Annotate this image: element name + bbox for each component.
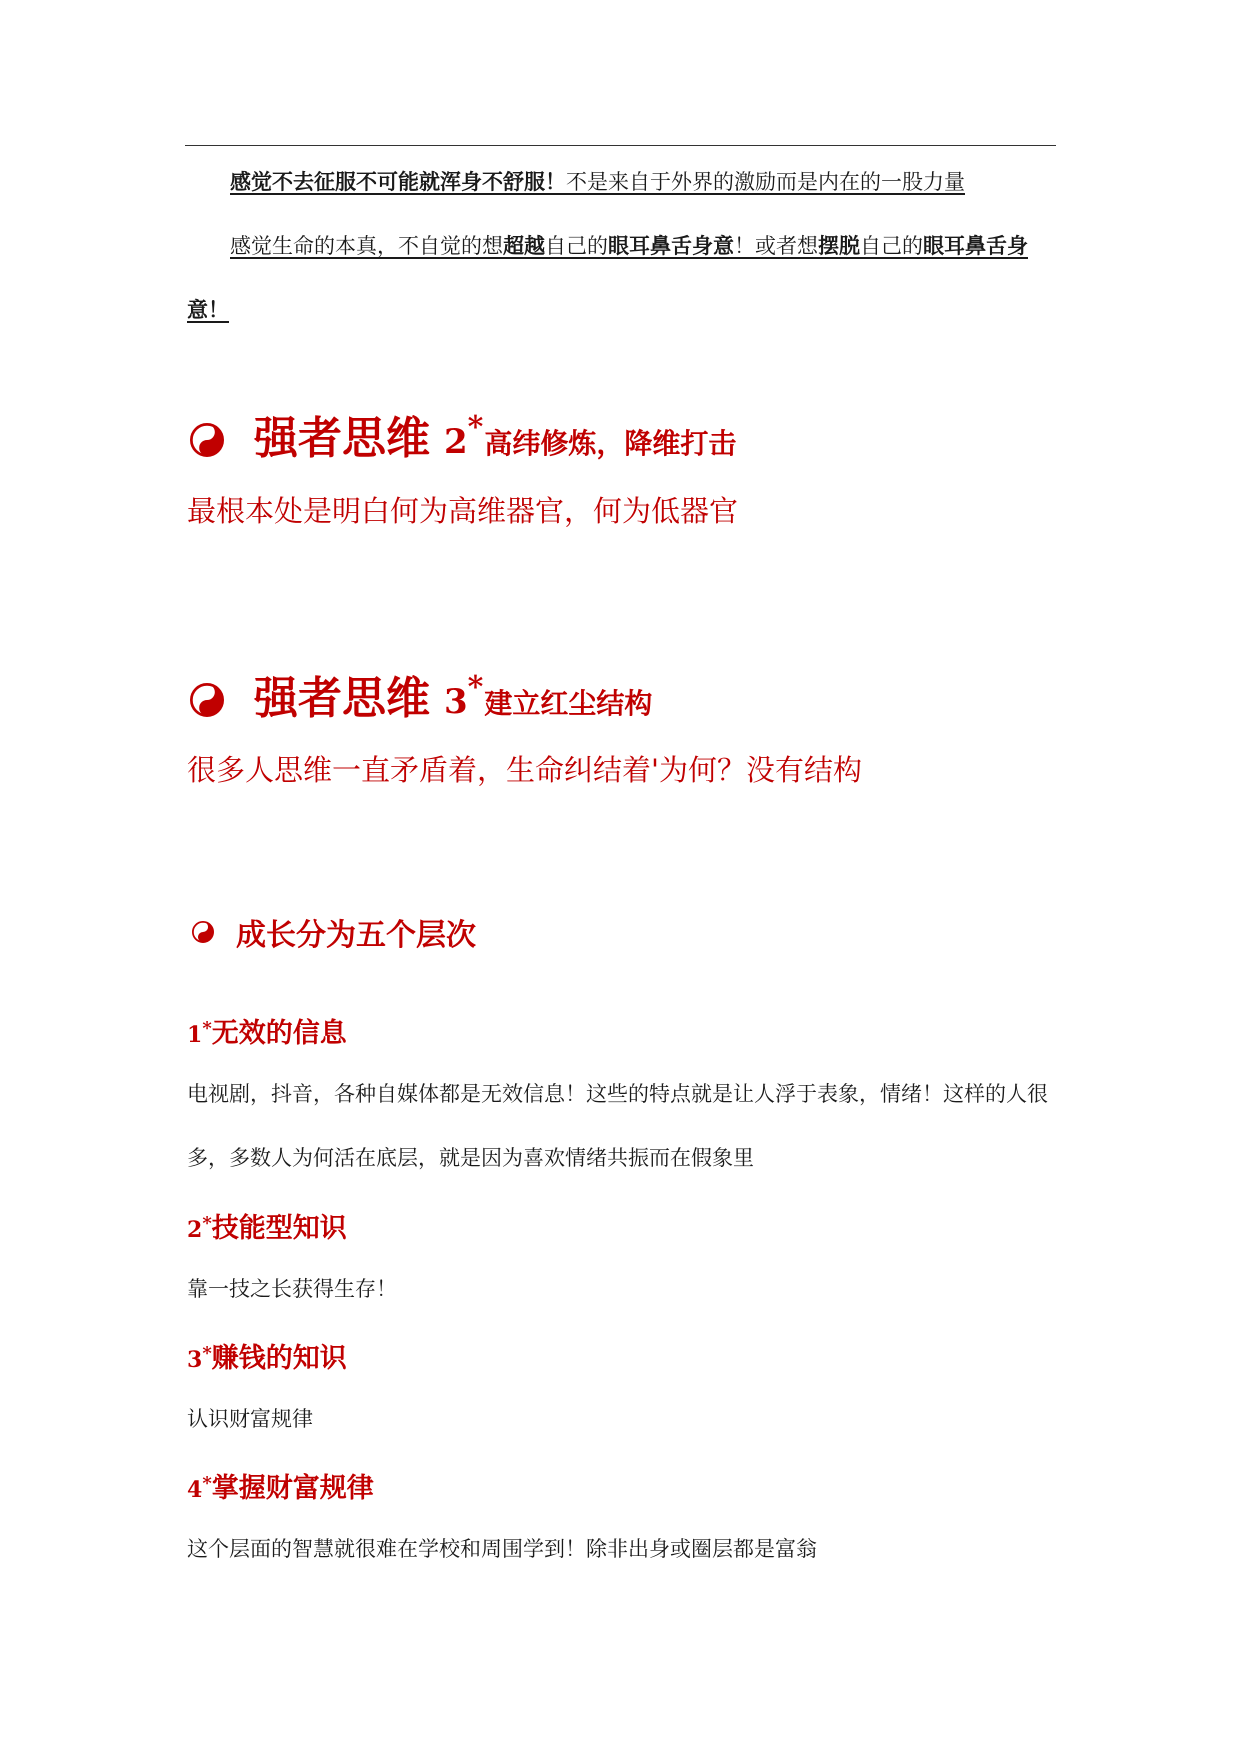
- section-number: 3: [444, 682, 468, 722]
- level-text-4: 这个层面的智慧就很难在学校和周围学到！除非出身或圈层都是富翁: [187, 1537, 817, 1561]
- section-star: *: [467, 670, 484, 705]
- level-text-3: 认识财富规律: [187, 1407, 313, 1431]
- section-title: 强者思维: [254, 673, 430, 724]
- section-star: *: [467, 410, 484, 445]
- section-3-text: 很多人思维一直矛盾着，生命纠结着'为何？没有结构: [187, 753, 862, 787]
- intro-line-1: 感觉不去征服不可能就浑身不舒服！不是来自于外界的激励而是内在的一股力量: [230, 170, 965, 194]
- section-subtitle: 高纬修炼，降维打击: [484, 427, 737, 460]
- yin-yang-icon: [192, 921, 214, 943]
- intro-line-2: 感觉生命的本真，不自觉的想超越自己的眼耳鼻舌身意！或者想摆脱自己的眼耳鼻舌身意！: [187, 234, 1028, 322]
- yin-yang-icon: [190, 683, 224, 717]
- level-text-2: 靠一技之长获得生存！: [187, 1277, 397, 1301]
- level-heading-1: 1*无效的信息: [187, 1018, 347, 1049]
- section-heading-2: [190, 402, 736, 466]
- intro-paragraph-2: [187, 214, 1057, 342]
- level-text-1: 电视剧，抖音，各种自媒体都是无效信息！这些的特点就是让人浮于表象，情绪！这样的人很多，多数人为何活在底层，就是因为喜欢情绪共振而在假象里: [187, 1082, 1048, 1170]
- header-rule: [185, 145, 1056, 146]
- growth-title: 成长分为五个层次: [236, 918, 476, 953]
- section-title: 强者思维: [254, 413, 430, 464]
- section-2-text: 最根本处是明白何为高维器官，何为低器官: [187, 494, 739, 528]
- yin-yang-icon: [190, 423, 224, 457]
- growth-heading: [192, 910, 476, 954]
- level-heading-2: 2*技能型知识: [187, 1213, 347, 1244]
- level-heading-4: 4*掌握财富规律: [187, 1473, 374, 1504]
- intro-paragraph-1: [187, 150, 1057, 214]
- section-heading-3: [190, 662, 652, 726]
- section-number: 2: [444, 422, 468, 462]
- level-heading-3: 3*赚钱的知识: [187, 1343, 347, 1374]
- section-subtitle: 建立红尘结构: [484, 687, 653, 720]
